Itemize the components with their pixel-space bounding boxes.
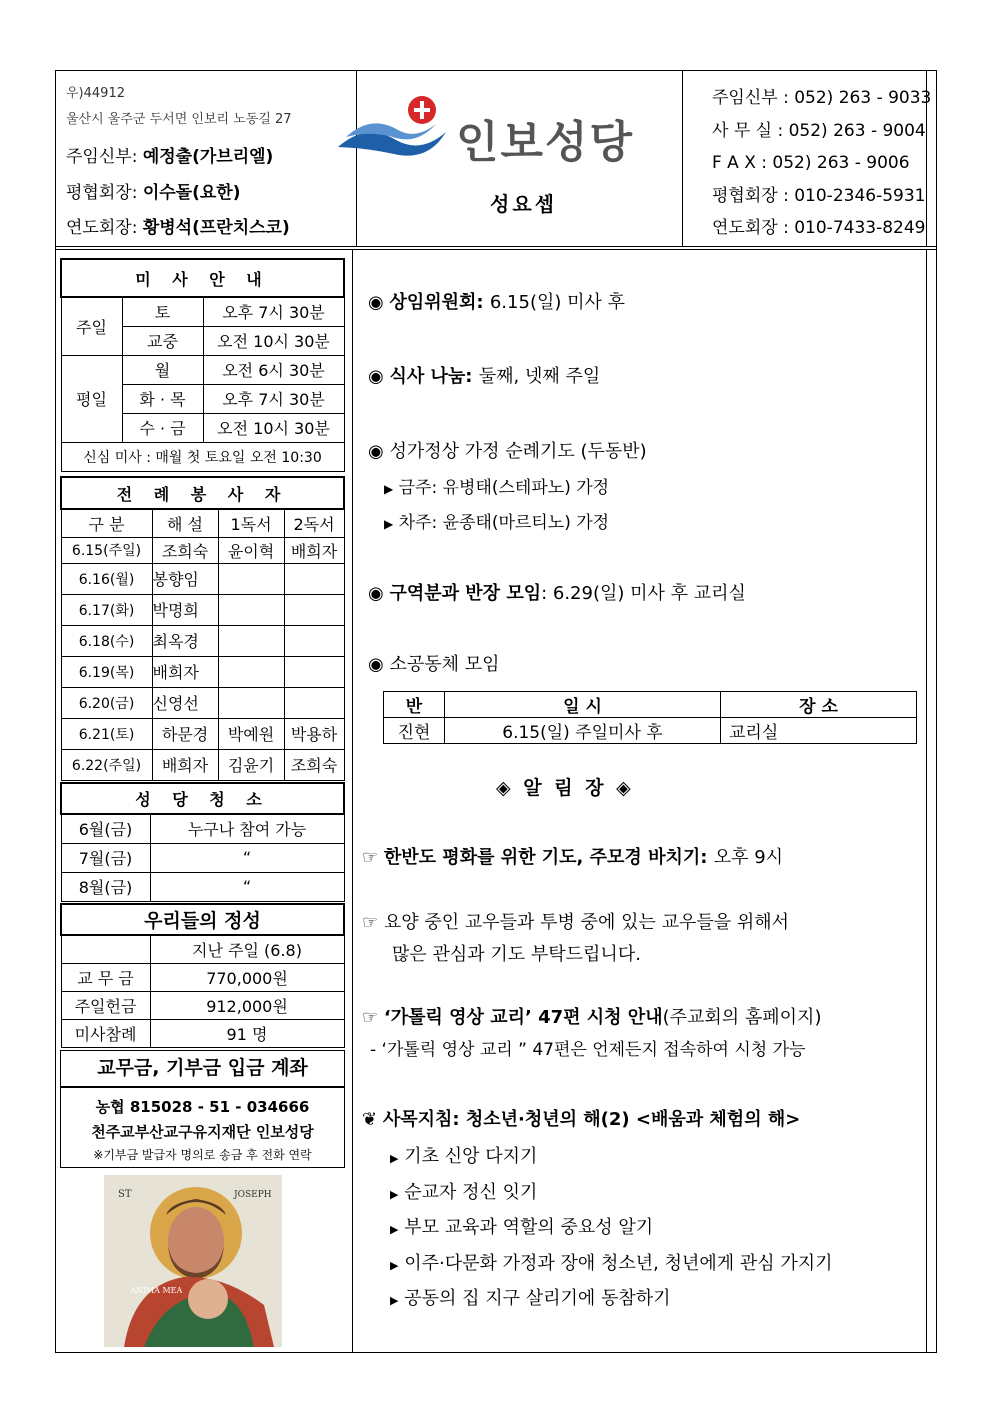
community-header: 반 (384, 692, 445, 718)
servers-cell: 박명희 (152, 594, 218, 625)
servers-header: 2독서 (284, 509, 344, 537)
pastoral-item: ▶ 공동의 집 지구 살리기에 동참하기 (390, 1288, 671, 1309)
community-table (383, 691, 917, 744)
prayer-label: 연도회장: (66, 218, 143, 238)
icon-caption-text: ANIMA MEA (130, 1286, 183, 1295)
mass-day: 화 · 목 (122, 384, 203, 413)
notice-committee (368, 288, 625, 314)
offering-cell: 770,000원 (150, 963, 344, 991)
pointing-hand-icon: ☞ (362, 912, 379, 933)
offering-blank (61, 935, 150, 963)
notice-title: 상임위원회: (389, 292, 490, 313)
servers-header: 해 설 (152, 509, 218, 537)
servers-cell: 조희숙 (152, 537, 218, 563)
notice-text: 6.15(일) 미사 후 (489, 292, 625, 313)
offering-cell: 912,000원 (150, 991, 344, 1019)
notice-sick-line2: 많은 관심과 기도 부탁드립니다. (392, 944, 641, 965)
pointing-hand-icon: ☞ (362, 1007, 379, 1028)
mass-time: 오후 7시 30분 (203, 297, 344, 326)
bullet-icon: ◉ (368, 654, 384, 675)
servers-cell: 박예원 (218, 718, 284, 749)
council-name: 이수돌(요한) (142, 183, 241, 203)
council-label: 평협회장: (66, 183, 143, 203)
mass-time: 오전 6시 30분 (203, 355, 344, 384)
servers-cell: 신영선 (152, 687, 218, 718)
prayer-line (66, 213, 290, 238)
servers-cell: 윤이혁 (218, 537, 284, 563)
notice-text: 둘째, 넷째 주일 (478, 366, 601, 387)
pastoral-item: ▶ 순교자 정신 잇기 (390, 1182, 538, 1203)
cleaning-cell: “ (150, 843, 344, 872)
bullet-icon: ◉ (368, 583, 384, 604)
notice-title: 성가정상 가정 순례기도 (두동반) (389, 441, 647, 462)
servers-cell (284, 563, 344, 594)
weekday-label: 평일 (61, 355, 122, 442)
contact-pastor: 주임신부 : 052) 263 - 9033 (712, 88, 932, 108)
notice-text: : 6.29(일) 미사 후 교리실 (541, 583, 746, 604)
pastoral-title-line: ❦ 사목지침: 청소년·청년의 해(2) <배움과 체험의 해> (362, 1109, 801, 1130)
church-name: 인보성당 (456, 117, 635, 168)
cleaning-title: 성 당 청 소 (61, 783, 344, 814)
servers-header: 1독서 (218, 509, 284, 537)
community-cell: 진현 (384, 718, 445, 744)
mass-title: 미 사 안 내 (61, 259, 344, 297)
servers-cell (284, 625, 344, 656)
bullet-icon: ◉ (368, 292, 384, 313)
triangle-icon: ▶ (384, 517, 394, 531)
council-line (66, 178, 240, 203)
servers-cell: 6.21(토) (61, 718, 152, 749)
servers-cell (218, 656, 284, 687)
contact-office: 사 무 실 : 052) 263 - 9004 (712, 120, 926, 141)
contact-prayer: 연도회장 : 010-7433-8249 (712, 218, 926, 238)
servers-cell (218, 625, 284, 656)
account-title: 교무금, 기부금 입금 계좌 (61, 1051, 344, 1088)
notice-pilgrimage (368, 437, 647, 463)
servers-header: 구 분 (61, 509, 152, 537)
servers-cell: 6.22(주일) (61, 749, 152, 780)
address: 울산시 울주군 두서면 인보리 노동길 27 (66, 112, 292, 127)
pastoral-item: ▶ 부모 교육과 역할의 중요성 알기 (390, 1217, 654, 1238)
servers-cell: 최옥경 (152, 625, 218, 656)
church-logo-icon (336, 92, 456, 172)
servers-cell (284, 656, 344, 687)
mass-table (60, 258, 345, 472)
offering-cell: 교 무 금 (61, 963, 150, 991)
bullet-icon: ◉ (368, 366, 384, 387)
mass-day: 토 (122, 297, 203, 326)
notice-peace: ☞ 한반도 평화를 위한 기도, 주모경 바치기: 오후 9시 (362, 847, 784, 868)
pastor-label: 주임신부: (66, 147, 143, 167)
body-col-line (352, 250, 353, 1353)
sunday-label: 주일 (61, 297, 122, 355)
header-col-line (682, 70, 683, 246)
triangle-icon: ▶ (384, 482, 394, 496)
notice-video: ☞ ‘가톨릭 영상 교리’ 47편 시청 안내(주교회의 홈페이지) (362, 1007, 822, 1028)
feast-name: 성요셉 (490, 192, 557, 216)
notice-leaders (368, 579, 746, 605)
contact-list (712, 82, 931, 245)
triangle-icon: ▶ (390, 1188, 399, 1201)
notice-title: 식사 나눔: (389, 366, 479, 387)
header-divider (55, 246, 937, 247)
cleaning-cell: 6월(금) (61, 814, 150, 843)
servers-cell: 6.17(화) (61, 594, 152, 625)
servers-cell (218, 563, 284, 594)
pilgrimage-this-week: ▶ 금주: 유병태(스테파노) 가정 (384, 478, 610, 498)
bullet-icon: ◉ (368, 441, 384, 462)
pointing-hand-icon: ☞ (362, 847, 379, 868)
account-box (60, 1050, 345, 1168)
cleaning-cell: 누구나 참여 가능 (150, 814, 344, 843)
cleaning-cell: 7월(금) (61, 843, 150, 872)
community-header: 장 소 (721, 692, 917, 718)
servers-cell (284, 594, 344, 625)
servers-cell (284, 687, 344, 718)
cleaning-cell: “ (150, 872, 344, 901)
offering-cell: 미사참례 (61, 1019, 150, 1047)
mass-time: 오전 10시 30분 (203, 413, 344, 442)
contact-fax: F A X : 052) 263 - 9006 (712, 153, 910, 173)
first-saturday-mass: 신심 미사 : 매월 첫 토요일 오전 10:30 (61, 442, 344, 471)
mass-day: 수 · 금 (122, 413, 203, 442)
servers-cell: 6.20(금) (61, 687, 152, 718)
offering-cell: 91 명 (150, 1019, 344, 1047)
servers-title: 전 례 봉 사 자 (61, 477, 344, 509)
community-cell: 교리실 (721, 718, 917, 744)
servers-cell: 하문경 (152, 718, 218, 749)
servers-cell: 6.16(월) (61, 563, 152, 594)
mass-time: 오전 10시 30분 (203, 326, 344, 355)
offering-period: 지난 주일 (6.8) (150, 935, 344, 963)
notice-title: 구역분과 반장 모임 (389, 583, 542, 604)
pastoral-item: ▶ 기초 신앙 다지기 (390, 1146, 538, 1167)
offering-table (60, 903, 345, 1048)
servers-cell: 배희자 (152, 749, 218, 780)
mass-day: 교중 (122, 326, 203, 355)
servers-cell: 박용하 (284, 718, 344, 749)
notice-sick: ☞ 요양 중인 교우들과 투병 중에 있는 교우들을 위해서 (362, 912, 790, 933)
account-note: ※기부금 발급자 명의로 송금 후 전화 연락 (93, 1148, 312, 1162)
contact-council: 평협회장 : 010-2346-5931 (712, 185, 926, 206)
servers-cell: 6.19(목) (61, 656, 152, 687)
prayer-name: 황병석(프란치스코) (142, 218, 290, 238)
icon-st-text: ST (118, 1189, 132, 1200)
icon-name-text: JOSEPH (234, 1190, 272, 1200)
triangle-icon: ▶ (390, 1294, 399, 1307)
triangle-icon: ▶ (390, 1152, 399, 1165)
pilgrimage-next-week: ▶ 차주: 윤종태(마르티노) 가정 (384, 513, 610, 533)
community-header: 일 시 (445, 692, 721, 718)
cleaning-cell: 8월(금) (61, 872, 150, 901)
account-holder: 천주교부산교구유지재단 인보성당 (91, 1123, 314, 1141)
triangle-icon: ▶ (390, 1223, 399, 1236)
notice-video-line2: - ‘가톨릭 영상 교리 ” 47편은 언제든지 접속하여 시청 가능 (370, 1040, 806, 1060)
servers-cell: 배희자 (152, 656, 218, 687)
notice-community (368, 650, 500, 676)
servers-cell: 조희숙 (284, 749, 344, 780)
servers-cell (218, 687, 284, 718)
pastor-line (66, 142, 273, 167)
servers-cell: 6.15(주일) (61, 537, 152, 563)
board-title: ◈ 알 림 장 ◈ (496, 777, 634, 799)
notice-title: 소공동체 모임 (389, 654, 500, 675)
mass-time: 오후 7시 30분 (203, 384, 344, 413)
pastoral-ornament-icon: ❦ (362, 1109, 378, 1130)
account-number: 농협 815028 - 51 - 034666 (95, 1098, 310, 1116)
pastor-name: 예정출(가브리엘) (142, 147, 274, 167)
servers-cell (218, 594, 284, 625)
offering-title: 우리들의 정성 (61, 904, 344, 935)
community-cell: 6.15(일) 주일미사 후 (445, 718, 721, 744)
notice-meal (368, 362, 600, 388)
pastoral-item: ▶ 이주·다문화 가정과 장애 청소년, 청년에게 관심 가지기 (390, 1253, 833, 1274)
body-col-line (926, 250, 927, 1353)
offering-cell: 주일헌금 (61, 991, 150, 1019)
servers-cell: 김윤기 (218, 749, 284, 780)
servers-table (60, 476, 345, 781)
triangle-icon: ▶ (390, 1259, 399, 1272)
postal-code: 우)44912 (66, 86, 125, 101)
servers-cell: 6.18(수) (61, 625, 152, 656)
header-divider-2 (55, 249, 937, 250)
servers-cell: 배희자 (284, 537, 344, 563)
st-joseph-icon (104, 1175, 282, 1347)
servers-cell: 봉향임 (152, 563, 218, 594)
cleaning-table (60, 782, 345, 902)
mass-day: 월 (122, 355, 203, 384)
